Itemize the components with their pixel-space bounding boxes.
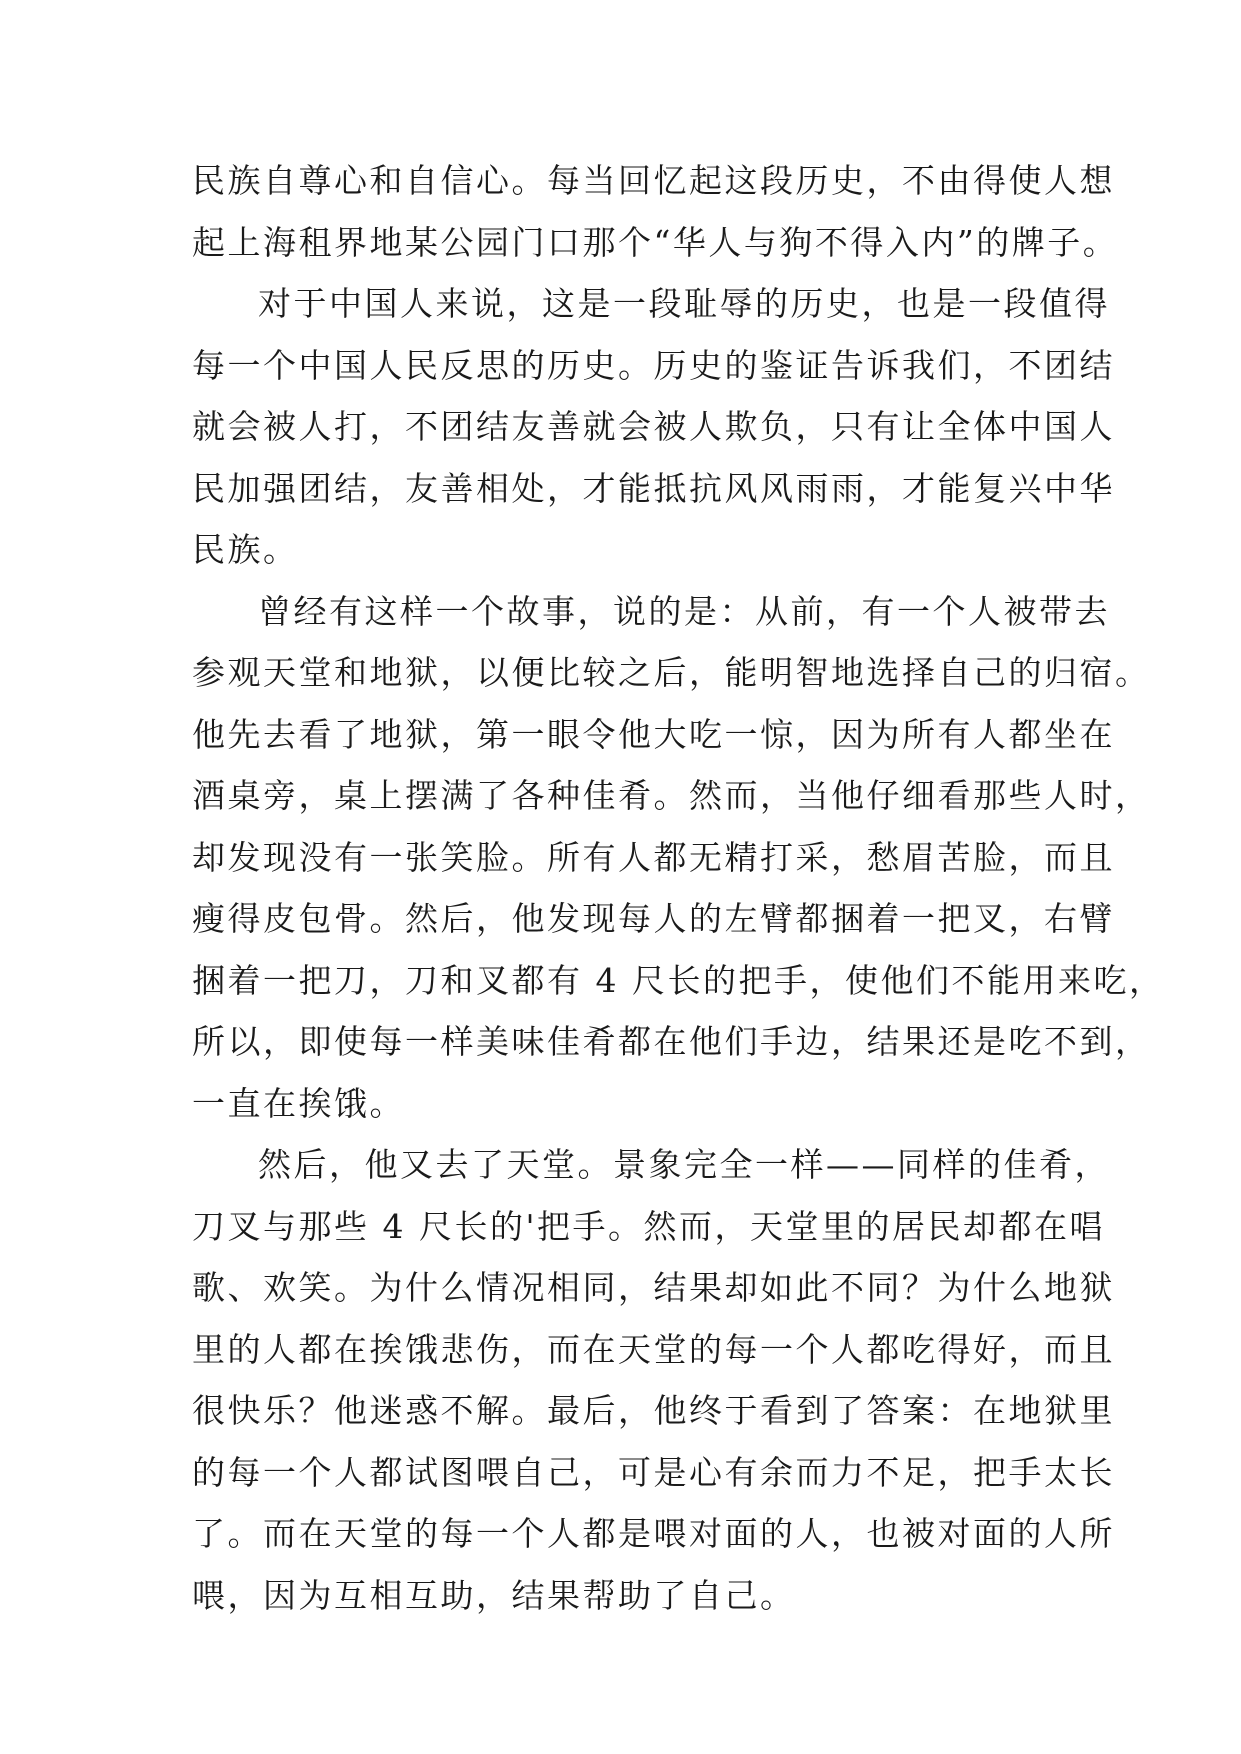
text-line: 瘦得皮包骨。然后，他发现每人的左臂都捆着一把叉，右臂 <box>192 899 1115 938</box>
text-line: 起上海租界地某公园门口那个“华人与狗不得入内”的牌子。 <box>192 222 1119 262</box>
paragraph-first-line: 然后，他又去了天堂。景象完全一样——同样的佳肴， <box>258 1145 1110 1184</box>
text-line: 却发现没有一张笑脸。所有人都无精打采，愁眉苦脸，而且 <box>192 837 1115 877</box>
text-line: 民族。 <box>192 530 299 569</box>
text-line: 民族自尊心和自信心。每当回忆起这段历史，不由得使人想 <box>192 161 1115 200</box>
paragraph-first-line: 对于中国人来说，这是一段耻辱的历史，也是一段值得 <box>258 284 1110 323</box>
text-line: 捆着一把刀，刀和叉都有 4 尺长的把手，使他们不能用来吃， <box>192 960 1165 1000</box>
text-line: 所以，即使每一样美味佳肴都在他们手边，结果还是吃不到， <box>192 1022 1151 1061</box>
text-line: 刀叉与那些 4 尺长的'把手。然而，天堂里的居民却都在唱 <box>192 1206 1106 1246</box>
text-line: 歌、欢笑。为什么情况相同，结果却如此不同？为什么地狱 <box>192 1268 1115 1307</box>
text-line: 参观天堂和地狱，以便比较之后，能明智地选择自己的归宿。 <box>192 653 1151 692</box>
text-line: 他先去看了地狱，第一眼令他大吃一惊，因为所有人都坐在 <box>192 714 1115 754</box>
text-line: 一直在挨饿。 <box>192 1083 405 1123</box>
text-line: 喂，因为互相互助，结果帮助了自己。 <box>192 1575 796 1615</box>
text-line: 酒桌旁，桌上摆满了各种佳肴。然而，当他仔细看那些人时， <box>192 776 1151 815</box>
text-line: 就会被人打，不团结友善就会被人欺负，只有让全体中国人 <box>192 407 1115 446</box>
text-line: 的每一个人都试图喂自己，可是心有余而力不足，把手太长 <box>192 1452 1115 1492</box>
text-line: 里的人都在挨饿悲伤，而在天堂的每一个人都吃得好，而且 <box>192 1329 1115 1369</box>
paragraph-first-line: 曾经有这样一个故事，说的是：从前，有一个人被带去 <box>258 591 1110 631</box>
text-line: 很快乐？他迷惑不解。最后，他终于看到了答案：在地狱里 <box>192 1391 1115 1430</box>
document-body <box>192 150 1165 1626</box>
text-line: 民加强团结，友善相处，才能抵抗风风雨雨，才能复兴中华 <box>192 468 1115 508</box>
text-line: 每一个中国人民反思的历史。历史的鉴证告诉我们，不团结 <box>192 345 1115 385</box>
text-line: 了。而在天堂的每一个人都是喂对面的人，也被对面的人所 <box>192 1514 1115 1553</box>
